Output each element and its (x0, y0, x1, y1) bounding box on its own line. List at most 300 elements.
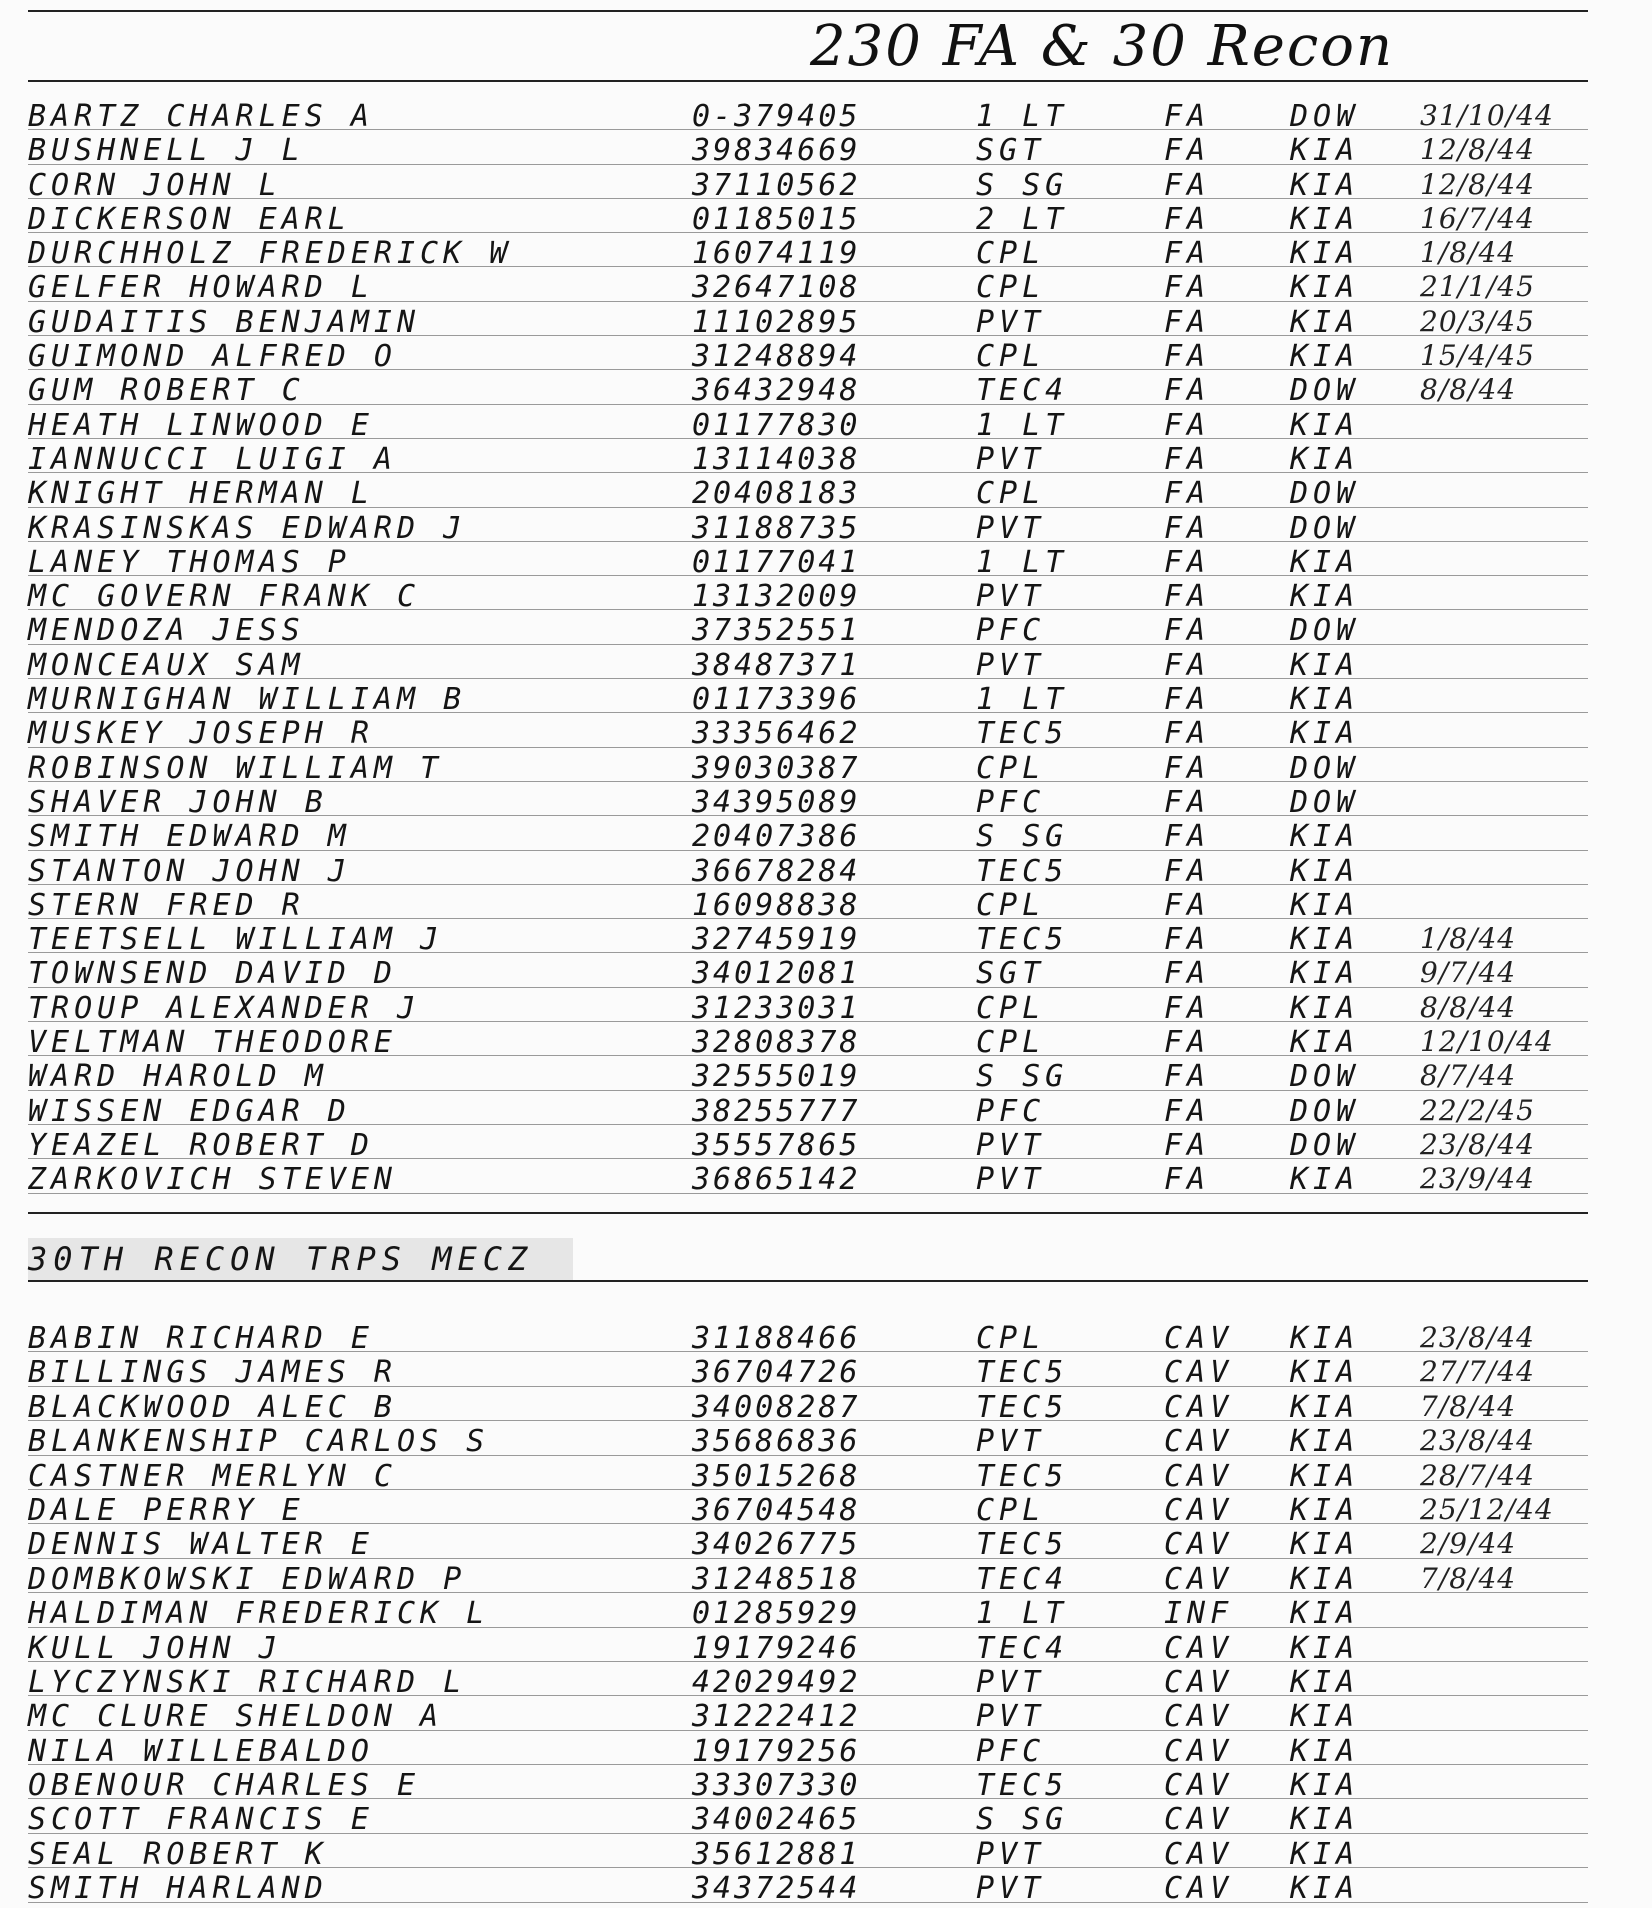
cell-serial: 42029492 (692, 1664, 861, 1700)
cell-branch: FA (1164, 750, 1211, 786)
roster-row (28, 610, 1588, 649)
cell-rank: PVT (976, 1836, 1046, 1872)
cell-rank: PVT (976, 1664, 1046, 1700)
cell-rank: PFC (976, 1733, 1046, 1769)
cell-status: KIA (1290, 1768, 1360, 1804)
cell-status: KIA (1290, 819, 1360, 855)
roster-row (28, 1593, 1588, 1632)
cell-status: DOW (1290, 613, 1360, 649)
cell-serial: 38487371 (692, 647, 861, 683)
cell-name: MONCEAUX SAM (28, 647, 305, 683)
cell-branch: FA (1164, 647, 1211, 683)
cell-date: 21/1/45 (1420, 270, 1535, 304)
cell-serial: 31233031 (692, 990, 861, 1026)
cell-rank: PVT (976, 1424, 1046, 1460)
cell-name: TROUP ALEXANDER J (28, 990, 421, 1026)
cell-status: KIA (1290, 1355, 1360, 1391)
cell-status: KIA (1290, 1458, 1360, 1494)
cell-name: GELFER HOWARD L (28, 270, 374, 306)
roster-row (28, 988, 1588, 1026)
cell-branch: FA (1164, 579, 1211, 615)
cell-date: 31/10/44 (1420, 99, 1554, 132)
cell-branch: FA (1164, 922, 1211, 958)
cell-branch: FA (1164, 887, 1211, 923)
cell-branch: FA (1164, 407, 1211, 443)
cell-status: KIA (1290, 441, 1360, 477)
cell-status: KIA (1290, 853, 1360, 889)
cell-name: KNIGHT HERMAN L (28, 476, 374, 512)
roster-row (28, 1524, 1588, 1563)
roster-row (28, 782, 1588, 820)
cell-serial: 38255777 (692, 1093, 861, 1129)
cell-serial: 36865142 (692, 1162, 861, 1198)
cell-status: KIA (1290, 682, 1360, 718)
cell-date: 22/2/45 (1420, 1093, 1535, 1127)
cell-rank: SGT (976, 956, 1046, 992)
cell-serial: 0-379405 (692, 99, 861, 134)
cell-branch: FA (1164, 682, 1211, 718)
cell-status: KIA (1290, 990, 1360, 1026)
cell-serial: 39030387 (692, 750, 861, 786)
cell-name: SHAVER JOHN B (28, 784, 328, 820)
cell-date: 20/3/45 (1420, 304, 1535, 338)
cell-name: BUSHNELL J L (28, 133, 305, 169)
recon-roster (28, 1318, 1588, 1907)
roster-row (28, 1421, 1588, 1460)
cell-status: DOW (1290, 1093, 1360, 1129)
cell-date: 23/8/44 (1420, 1321, 1535, 1354)
fa-roster (28, 96, 1588, 1198)
roster-row (28, 542, 1588, 580)
roster-row (28, 1696, 1588, 1735)
cell-serial: 31188735 (692, 510, 861, 546)
roster-row (28, 885, 1588, 923)
cell-serial: 32808378 (692, 1025, 861, 1061)
cell-rank: CPL (976, 1321, 1046, 1356)
cell-name: WARD HAROLD M (28, 1059, 328, 1095)
cell-serial: 32745919 (692, 922, 861, 958)
cell-name: ZARKOVICH STEVEN (28, 1162, 397, 1198)
cell-status: KIA (1290, 1871, 1360, 1907)
cell-serial: 16074119 (692, 236, 861, 272)
cell-status: DOW (1290, 750, 1360, 786)
cell-date: 1/8/44 (1420, 922, 1517, 956)
cell-status: KIA (1290, 201, 1360, 237)
cell-branch: CAV (1164, 1871, 1234, 1907)
cell-serial: 32555019 (692, 1059, 861, 1095)
cell-serial: 35557865 (692, 1127, 861, 1163)
cell-branch: FA (1164, 784, 1211, 820)
roster-row (28, 1318, 1588, 1356)
cell-branch: CAV (1164, 1733, 1234, 1769)
cell-branch: CAV (1164, 1389, 1234, 1425)
cell-rank: TEC5 (976, 716, 1069, 752)
roster-row (28, 679, 1588, 718)
cell-name: YEAZEL ROBERT D (28, 1127, 374, 1163)
cell-branch: CAV (1164, 1699, 1234, 1735)
roster-row (28, 919, 1588, 958)
roster-row (28, 816, 1588, 855)
cell-branch: FA (1164, 1093, 1211, 1129)
cell-serial: 34012081 (692, 956, 861, 992)
cell-rank: CPL (976, 750, 1046, 786)
cell-status: KIA (1290, 167, 1360, 203)
cell-date: 8/8/44 (1420, 373, 1517, 407)
roster-row (28, 1490, 1588, 1528)
cell-serial: 20407386 (692, 819, 861, 855)
cell-rank: CPL (976, 887, 1046, 923)
cell-status: KIA (1290, 1389, 1360, 1425)
cell-rank: PVT (976, 441, 1046, 477)
cell-status: KIA (1290, 407, 1360, 443)
section-title-rule (28, 1280, 1588, 1282)
cell-branch: CAV (1164, 1527, 1234, 1563)
cell-name: HEATH LINWOOD E (28, 407, 374, 443)
cell-branch: FA (1164, 544, 1211, 580)
cell-status: KIA (1290, 1802, 1360, 1838)
roster-row (28, 1868, 1588, 1907)
cell-serial: 35015268 (692, 1458, 861, 1494)
cell-branch: FA (1164, 167, 1211, 203)
cell-name: TOWNSEND DAVID D (28, 956, 397, 992)
cell-serial: 34026775 (692, 1527, 861, 1563)
cell-status: KIA (1290, 1836, 1360, 1872)
cell-name: WISSEN EDGAR D (28, 1093, 351, 1129)
cell-name: MC CLURE SHELDON A (28, 1699, 444, 1735)
cell-name: TEETSELL WILLIAM J (28, 922, 444, 958)
cell-branch: FA (1164, 956, 1211, 992)
cell-status: KIA (1290, 922, 1360, 958)
cell-date: 23/8/44 (1420, 1424, 1535, 1458)
cell-serial: 01177830 (692, 407, 861, 443)
cell-branch: FA (1164, 716, 1211, 752)
roster-row (28, 1056, 1588, 1095)
cell-serial: 01173396 (692, 682, 861, 718)
cell-serial: 20408183 (692, 476, 861, 512)
cell-branch: FA (1164, 990, 1211, 1026)
cell-status: KIA (1290, 716, 1360, 752)
cell-status: DOW (1290, 1127, 1360, 1163)
cell-rank: CPL (976, 339, 1046, 375)
cell-name: BABIN RICHARD E (28, 1321, 374, 1356)
cell-status: KIA (1290, 1561, 1360, 1597)
roster-row (28, 576, 1588, 615)
cell-serial: 01285929 (692, 1596, 861, 1632)
header-rule (28, 80, 1588, 82)
cell-name: HALDIMAN FREDERICK L (28, 1596, 490, 1632)
cell-branch: FA (1164, 236, 1211, 272)
cell-branch: FA (1164, 270, 1211, 306)
roster-row (28, 1765, 1588, 1804)
cell-rank: PFC (976, 784, 1046, 820)
cell-rank: TEC5 (976, 922, 1069, 958)
roster-row (28, 370, 1588, 409)
cell-rank: PVT (976, 647, 1046, 683)
cell-name: BILLINGS JAMES R (28, 1355, 397, 1391)
cell-serial: 31248518 (692, 1561, 861, 1597)
cell-status: KIA (1290, 270, 1360, 306)
cell-name: MENDOZA JESS (28, 613, 305, 649)
cell-serial: 37352551 (692, 613, 861, 649)
cell-branch: CAV (1164, 1802, 1234, 1838)
cell-rank: 1 LT (976, 407, 1069, 443)
cell-date: 2/9/44 (1420, 1527, 1517, 1561)
cell-rank: TEC5 (976, 853, 1069, 889)
section-divider-rule (28, 1212, 1588, 1214)
cell-branch: FA (1164, 613, 1211, 649)
cell-branch: FA (1164, 373, 1211, 409)
cell-status: KIA (1290, 956, 1360, 992)
cell-branch: FA (1164, 1127, 1211, 1163)
roster-row (28, 1834, 1588, 1872)
cell-serial: 13114038 (692, 441, 861, 477)
section-title-recon: 30TH RECON TRPS MECZ (28, 1238, 573, 1280)
cell-branch: FA (1164, 133, 1211, 169)
roster-row (28, 1125, 1588, 1163)
cell-status: KIA (1290, 236, 1360, 272)
roster-row (28, 1628, 1588, 1666)
cell-rank: SGT (976, 133, 1046, 169)
cell-rank: PFC (976, 1093, 1046, 1129)
cell-status: KIA (1290, 1733, 1360, 1769)
cell-status: KIA (1290, 1492, 1360, 1528)
cell-status: KIA (1290, 1321, 1360, 1356)
cell-date: 16/7/44 (1420, 201, 1535, 235)
cell-branch: FA (1164, 441, 1211, 477)
cell-serial: 39834669 (692, 133, 861, 169)
cell-name: SEAL ROBERT K (28, 1836, 328, 1872)
cell-branch: FA (1164, 1059, 1211, 1095)
cell-name: SCOTT FRANCIS E (28, 1802, 374, 1838)
cell-status: KIA (1290, 339, 1360, 375)
cell-name: LYCZYNSKI RICHARD L (28, 1664, 467, 1700)
roster-row (28, 1456, 1588, 1494)
cell-date: 28/7/44 (1420, 1458, 1535, 1492)
cell-status: KIA (1290, 1699, 1360, 1735)
cell-date: 1/8/44 (1420, 236, 1517, 270)
cell-rank: 1 LT (976, 544, 1069, 580)
cell-name: SMITH EDWARD M (28, 819, 351, 855)
cell-rank: CPL (976, 236, 1046, 272)
cell-name: GUDAITIS BENJAMIN (28, 304, 421, 340)
cell-branch: FA (1164, 339, 1211, 375)
roster-row (28, 1091, 1588, 1129)
roster-row (28, 1559, 1588, 1597)
cell-rank: PVT (976, 1162, 1046, 1198)
cell-rank: TEC5 (976, 1355, 1069, 1391)
cell-name: LANEY THOMAS P (28, 544, 351, 580)
cell-serial: 16098838 (692, 887, 861, 923)
cell-serial: 34002465 (692, 1802, 861, 1838)
cell-branch: CAV (1164, 1458, 1234, 1494)
cell-name: BLANKENSHIP CARLOS S (28, 1424, 490, 1460)
roster-row (28, 96, 1588, 134)
roster-row (28, 473, 1588, 512)
cell-name: KRASINSKAS EDWARD J (28, 510, 467, 546)
top-rule (28, 10, 1588, 12)
cell-rank: PVT (976, 1699, 1046, 1735)
cell-status: KIA (1290, 1424, 1360, 1460)
cell-date: 25/12/44 (1420, 1492, 1554, 1526)
roster-row (28, 439, 1588, 477)
cell-serial: 01185015 (692, 201, 861, 237)
cell-serial: 33356462 (692, 716, 861, 752)
cell-status: KIA (1290, 1527, 1360, 1563)
cell-branch: CAV (1164, 1664, 1234, 1700)
cell-status: KIA (1290, 887, 1360, 923)
roster-row (28, 1352, 1588, 1391)
roster-row (28, 953, 1588, 992)
cell-name: MUSKEY JOSEPH R (28, 716, 374, 752)
cell-rank: PFC (976, 613, 1046, 649)
cell-serial: 13132009 (692, 579, 861, 615)
roster-row (28, 645, 1588, 683)
cell-status: KIA (1290, 1025, 1360, 1061)
cell-branch: FA (1164, 853, 1211, 889)
cell-serial: 36432948 (692, 373, 861, 409)
cell-serial: 19179256 (692, 1733, 861, 1769)
cell-branch: CAV (1164, 1321, 1234, 1356)
cell-status: KIA (1290, 579, 1360, 615)
cell-status: DOW (1290, 1059, 1360, 1095)
roster-row (28, 233, 1588, 272)
cell-status: DOW (1290, 510, 1360, 546)
cell-name: BARTZ CHARLES A (28, 99, 374, 134)
roster-row (28, 165, 1588, 203)
cell-status: DOW (1290, 476, 1360, 512)
cell-date: 7/8/44 (1420, 1561, 1517, 1595)
cell-status: DOW (1290, 99, 1360, 134)
cell-branch: CAV (1164, 1768, 1234, 1804)
cell-serial: 11102895 (692, 304, 861, 340)
cell-serial: 34395089 (692, 784, 861, 820)
cell-name: DENNIS WALTER E (28, 1527, 374, 1563)
cell-name: DOMBKOWSKI EDWARD P (28, 1561, 467, 1597)
cell-rank: S SG (976, 819, 1069, 855)
cell-name: DALE PERRY E (28, 1492, 305, 1528)
cell-name: KULL JOHN J (28, 1630, 282, 1666)
cell-branch: FA (1164, 1025, 1211, 1061)
cell-name: GUM ROBERT C (28, 373, 305, 409)
cell-rank: PVT (976, 1127, 1046, 1163)
roster-row (28, 851, 1588, 889)
cell-rank: S SG (976, 1802, 1069, 1838)
cell-rank: S SG (976, 1059, 1069, 1095)
cell-rank: CPL (976, 1025, 1046, 1061)
cell-status: DOW (1290, 373, 1360, 409)
cell-name: CASTNER MERLYN C (28, 1458, 397, 1494)
cell-rank: PVT (976, 579, 1046, 615)
cell-status: KIA (1290, 544, 1360, 580)
cell-branch: FA (1164, 476, 1211, 512)
cell-branch: FA (1164, 304, 1211, 340)
roster-row (28, 199, 1588, 237)
cell-date: 12/10/44 (1420, 1025, 1554, 1059)
cell-serial: 31222412 (692, 1699, 861, 1735)
cell-rank: CPL (976, 1492, 1046, 1528)
cell-status: KIA (1290, 133, 1360, 169)
cell-name: ROBINSON WILLIAM T (28, 750, 444, 786)
cell-name: NILA WILLEBALDO (28, 1733, 374, 1769)
cell-rank: CPL (976, 270, 1046, 306)
cell-name: DICKERSON EARL (28, 201, 351, 237)
roster-row (28, 1662, 1588, 1700)
cell-name: OBENOUR CHARLES E (28, 1768, 421, 1804)
cell-date: 8/7/44 (1420, 1059, 1517, 1093)
cell-branch: CAV (1164, 1836, 1234, 1872)
cell-branch: CAV (1164, 1355, 1234, 1391)
roster-row (28, 267, 1588, 306)
roster-row (28, 1731, 1588, 1769)
roster-row (28, 1022, 1588, 1061)
cell-status: DOW (1290, 784, 1360, 820)
cell-serial: 31248894 (692, 339, 861, 375)
cell-status: KIA (1290, 1664, 1360, 1700)
cell-rank: CPL (976, 476, 1046, 512)
cell-date: 23/8/44 (1420, 1127, 1535, 1161)
cell-rank: TEC4 (976, 1630, 1069, 1666)
roster-row (28, 508, 1588, 546)
cell-date: 27/7/44 (1420, 1355, 1535, 1389)
cell-branch: CAV (1164, 1492, 1234, 1528)
cell-rank: PVT (976, 304, 1046, 340)
roster-row (28, 748, 1588, 786)
cell-branch: CAV (1164, 1424, 1234, 1460)
cell-name: MC GOVERN FRANK C (28, 579, 421, 615)
cell-name: STERN FRED R (28, 887, 305, 923)
cell-rank: TEC5 (976, 1458, 1069, 1494)
roster-row (28, 1799, 1588, 1838)
cell-rank: TEC5 (976, 1527, 1069, 1563)
cell-date: 23/9/44 (1420, 1162, 1535, 1196)
cell-name: CORN JOHN L (28, 167, 282, 203)
cell-rank: S SG (976, 167, 1069, 203)
cell-serial: 01177041 (692, 544, 861, 580)
cell-rank: 1 LT (976, 682, 1069, 718)
cell-date: 12/8/44 (1420, 133, 1535, 167)
cell-status: KIA (1290, 1630, 1360, 1666)
cell-serial: 34008287 (692, 1389, 861, 1425)
cell-rank: PVT (976, 510, 1046, 546)
cell-serial: 32647108 (692, 270, 861, 306)
cell-rank: TEC4 (976, 373, 1069, 409)
cell-name: SMITH HARLAND (28, 1871, 328, 1907)
cell-rank: PVT (976, 1871, 1046, 1907)
cell-name: GUIMOND ALFRED O (28, 339, 397, 375)
cell-status: KIA (1290, 1162, 1360, 1198)
cell-name: DURCHHOLZ FREDERICK W (28, 236, 513, 272)
handwritten-header: 230 FA & 30 Recon (810, 14, 1395, 79)
cell-rank: TEC5 (976, 1389, 1069, 1425)
cell-rank: TEC4 (976, 1561, 1069, 1597)
cell-name: STANTON JOHN J (28, 853, 351, 889)
roster-row (28, 713, 1588, 752)
cell-serial: 35686836 (692, 1424, 861, 1460)
roster-row (28, 1159, 1588, 1198)
cell-name: BLACKWOOD ALEC B (28, 1389, 397, 1425)
cell-branch: FA (1164, 819, 1211, 855)
cell-serial: 33307330 (692, 1768, 861, 1804)
cell-rank: TEC5 (976, 1768, 1069, 1804)
roster-row (28, 130, 1588, 169)
cell-date: 12/8/44 (1420, 167, 1535, 201)
roster-row (28, 302, 1588, 340)
cell-date: 15/4/45 (1420, 339, 1535, 373)
cell-branch: FA (1164, 1162, 1211, 1198)
cell-name: IANNUCCI LUIGI A (28, 441, 397, 477)
cell-branch: FA (1164, 201, 1211, 237)
cell-serial: 36704726 (692, 1355, 861, 1391)
